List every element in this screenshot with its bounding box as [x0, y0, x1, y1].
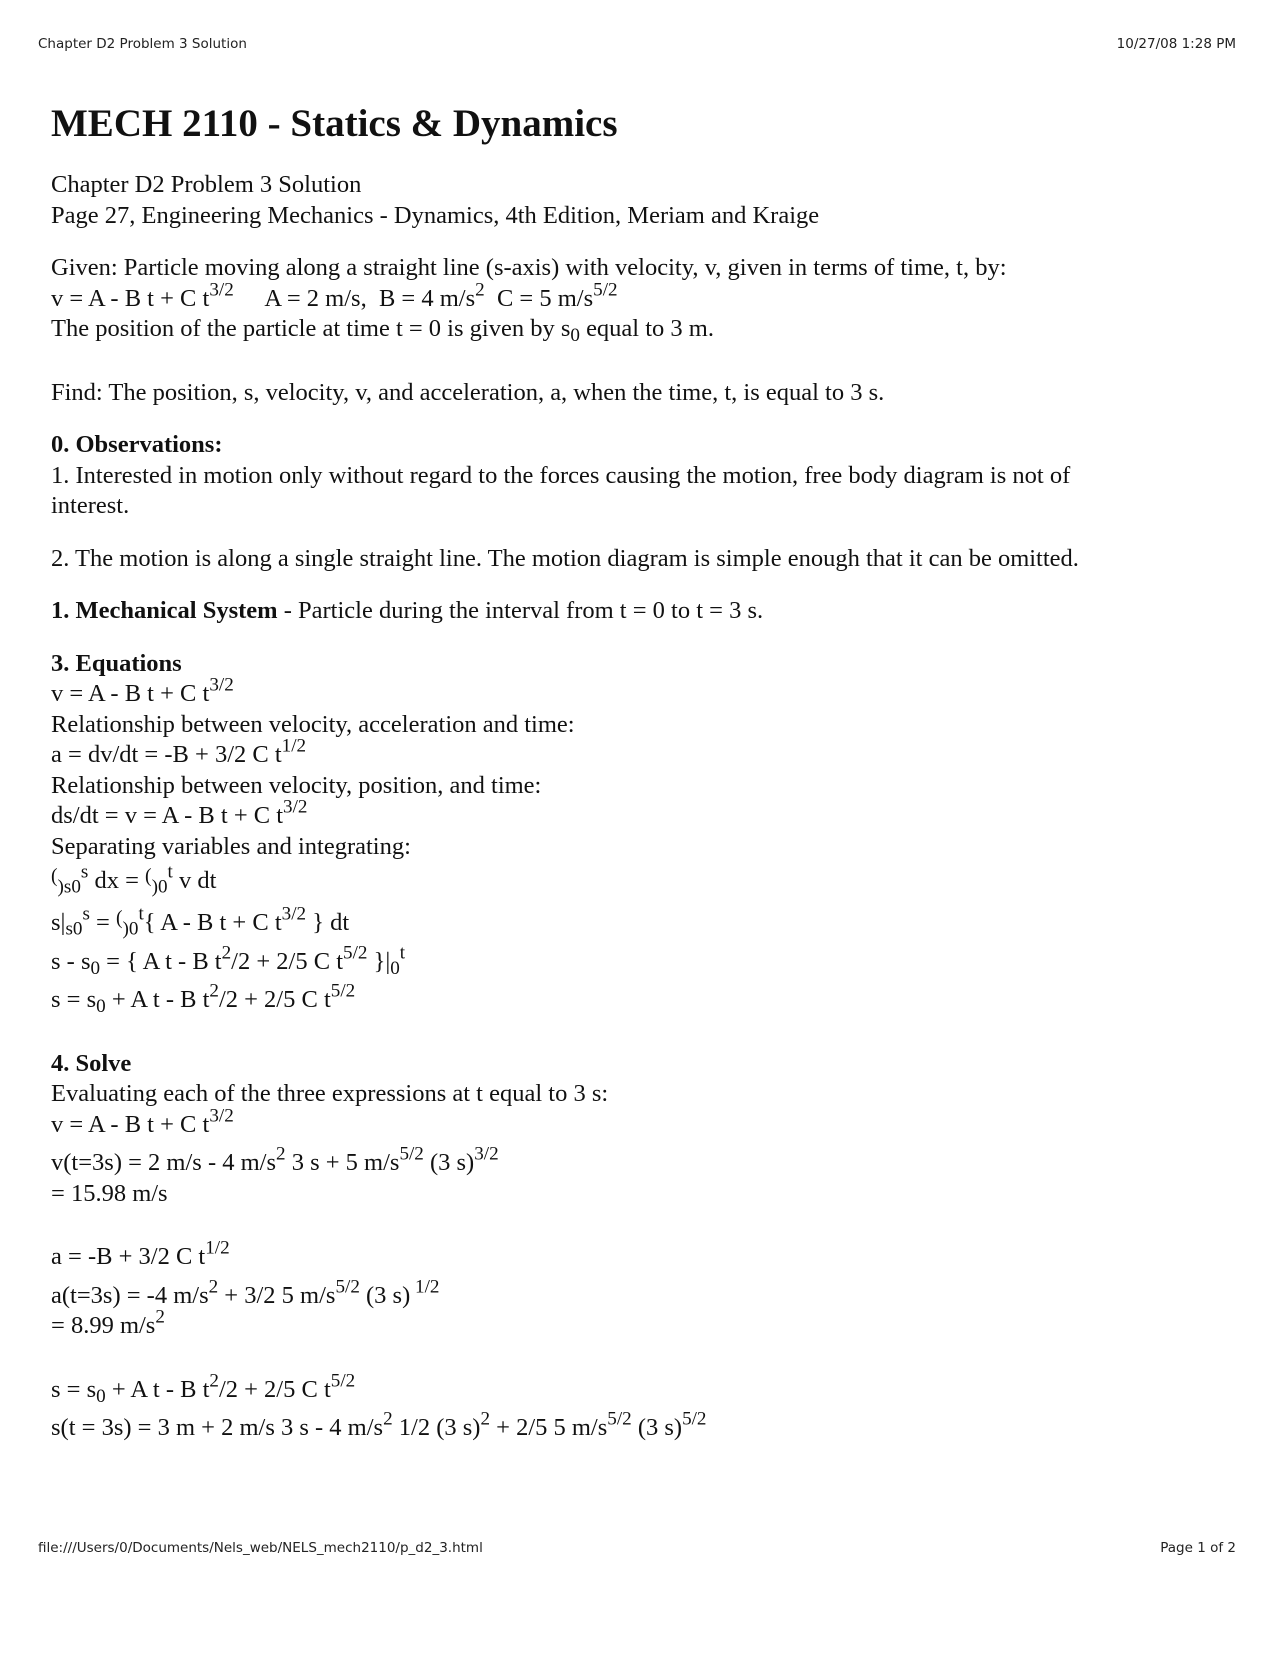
solve-velocity-sub: v(t=3s) = 2 m/s - 4 $m/s^2$ 3 s + 5 $m/s^{5/2}$ (3 s)$^{3/2}$	[51, 1143, 499, 1177]
solve-heading: 4. Solve	[51, 1049, 132, 1077]
equation-relationship-2: Relationship between velocity, position, and time:	[51, 771, 542, 799]
given-position: The position of the particle at time t = 0 is given by $s_0$ equal to 3 m.	[51, 315, 714, 346]
equation-dsdt: ds/dt = v = A - B t + C $t^{3/2}$	[51, 796, 308, 829]
given-statement: Given: Particle moving along a straight line (s-axis) with velocity, v, given in terms of time, t, by:	[51, 254, 1007, 281]
solve-velocity-result: = 15.98 m/s	[51, 1179, 168, 1207]
mechanical-system: 1. Mechanical System - Particle during the interval from t = 0 to t = 3 s.	[51, 597, 764, 624]
observation-item-1: 1. Interested in motion only without regard to the forces causing the motion, free body diagram is not of interest.	[51, 461, 1071, 519]
equation-separating: Separating variables and integrating:	[51, 832, 411, 860]
print-footer	[38, 1540, 1236, 1556]
observations-heading: 0. Observations:	[51, 431, 223, 458]
print-footer-page: Page 1 of 2	[1160, 1540, 1236, 1556]
solve-position-sub: s(t = 3s) = 3 m + 2 m/s 3 s - 4 $m/s^2$ 1/2 (3 s)$^2$ + 2/5 5 $m/s^{5/2}$ (3 s)$^{5/2}$	[51, 1408, 707, 1442]
observation-item-2: 2. The motion is along a single straight line. The motion diagram is simple enough that it can be omitted.	[51, 544, 1079, 572]
document-body	[51, 98, 1251, 1444]
equations-heading: 3. Equations	[51, 649, 182, 677]
subtitle-reference: Page 27, Engineering Mechanics - Dynamics, 4th Edition, Meriam and Kraige	[51, 201, 820, 229]
solve-accel-result: = 8.99 $m/s^2$	[51, 1306, 165, 1340]
equation-integral-2: $s|_{s0}^s = ^(_{)0}^t${ A - B t + C $t^{3/2}$ } dt	[51, 903, 350, 941]
equation-position: $s = s_0 + A$ t - B $t^2/2 + 2/5$ C $t^{5/2}$	[51, 980, 356, 1018]
solve-intro: Evaluating each of the three expressions at t equal to 3 s:	[51, 1080, 609, 1108]
equation-integral-1: ($_{)s0}^s$ dx = ($_{)0}^t$ v dt	[51, 861, 217, 898]
equation-acceleration: a = dv/dt = -B + 3/2 C $t^{1/2}$	[51, 735, 307, 768]
solve-accel-expr: a = -B + 3/2 C $t^{1/2}$	[51, 1237, 230, 1271]
equation-integral-3: s - $s_0$ = { A t - B $t^2/2 + 2/5$ C $t^{5/2}$ }$|_0^t$	[51, 942, 406, 979]
page-title: MECH 2110 - Statics & Dynamics	[51, 102, 618, 145]
print-header-datetime: 10/27/08 1:28 PM	[1116, 36, 1236, 52]
solve-accel-sub: a(t=3s) = -4 $m/s^2 + 3/2$ 5 $m/s^{5/2}$ (3 s) $^{1/2}$	[51, 1276, 440, 1309]
print-header	[38, 36, 1236, 52]
equation-relationship-1: Relationship between velocity, acceleration and time:	[51, 710, 575, 738]
print-footer-url: file:///Users/0/Documents/Nels_web/NELS_mech2110/p_d2_3.html	[38, 1540, 483, 1556]
equation-velocity: v = A - B t + C $t^{3/2}$	[51, 674, 234, 707]
print-header-title: Chapter D2 Problem 3 Solution	[38, 36, 247, 52]
find-statement: Find: The position, s, velocity, v, and acceleration, a, when the time, t, is equal to 3 s.	[51, 378, 885, 406]
given-equation: v = A - B t + C $t^{3/2}$ A = 2 m/s, B = 4 $m/s^2$ C = 5 $m/s^{5/2}$	[51, 279, 618, 312]
subtitle-problem: Chapter D2 Problem 3 Solution	[51, 171, 362, 198]
solve-position-expr: $s = s_0 + A$ t - B $t^2/2 + 2/5$ C $t^{5/2}$	[51, 1370, 356, 1407]
solve-velocity-expr: v = A - B t + C $t^{3/2}$	[51, 1105, 234, 1138]
